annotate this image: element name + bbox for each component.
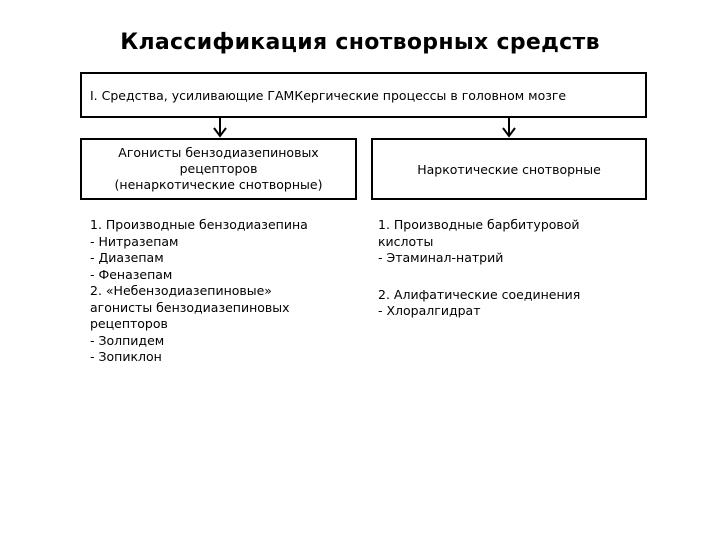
category-box-gaba-label: I. Средства, усиливающие ГАМКергические процессы в головном мозге: [90, 87, 567, 103]
narcotic-label: Наркотические снотворные: [417, 161, 601, 177]
list-item: - Феназепам: [90, 266, 173, 282]
left-drug-list: [90, 217, 350, 366]
subcategory-box-narcotic: [371, 138, 647, 200]
right-drug-list: [378, 217, 638, 320]
left-group2-heading-line1: 2. «Небензодиазепиновые»: [90, 283, 272, 298]
list-item: - Нитразепам: [90, 233, 179, 249]
left-group2-heading-line3: рецепторов: [90, 316, 168, 331]
right-group2-heading: 2. Алифатические соединения: [378, 286, 581, 302]
list-item: - Хлоралгидрат: [378, 303, 481, 318]
agonists-label-line2: рецепторов: [179, 160, 258, 176]
right-group1-heading-line2: кислоты: [378, 233, 434, 249]
agonists-label-line3: (ненаркотические снотворные): [114, 177, 323, 193]
list-item: - Зопиклон: [90, 349, 162, 364]
list-item: - Диазепам: [90, 250, 164, 265]
left-group2-heading-line2: агонисты бензодиазепиновых: [90, 299, 290, 315]
list-item: - Этаминал-натрий: [378, 250, 504, 265]
slide-title: Классификация снотворных средств: [120, 30, 600, 55]
list-spacer: [378, 267, 638, 287]
left-group1-heading: 1. Производные бензодиазепина: [90, 217, 308, 232]
subcategory-box-agonists: [80, 138, 357, 200]
right-group1-heading-line1: 1. Производные барбитуровой: [378, 217, 580, 232]
list-item: - Золпидем: [90, 332, 165, 348]
agonists-label-line1: Агонисты бензодиазепиновых: [118, 144, 319, 160]
